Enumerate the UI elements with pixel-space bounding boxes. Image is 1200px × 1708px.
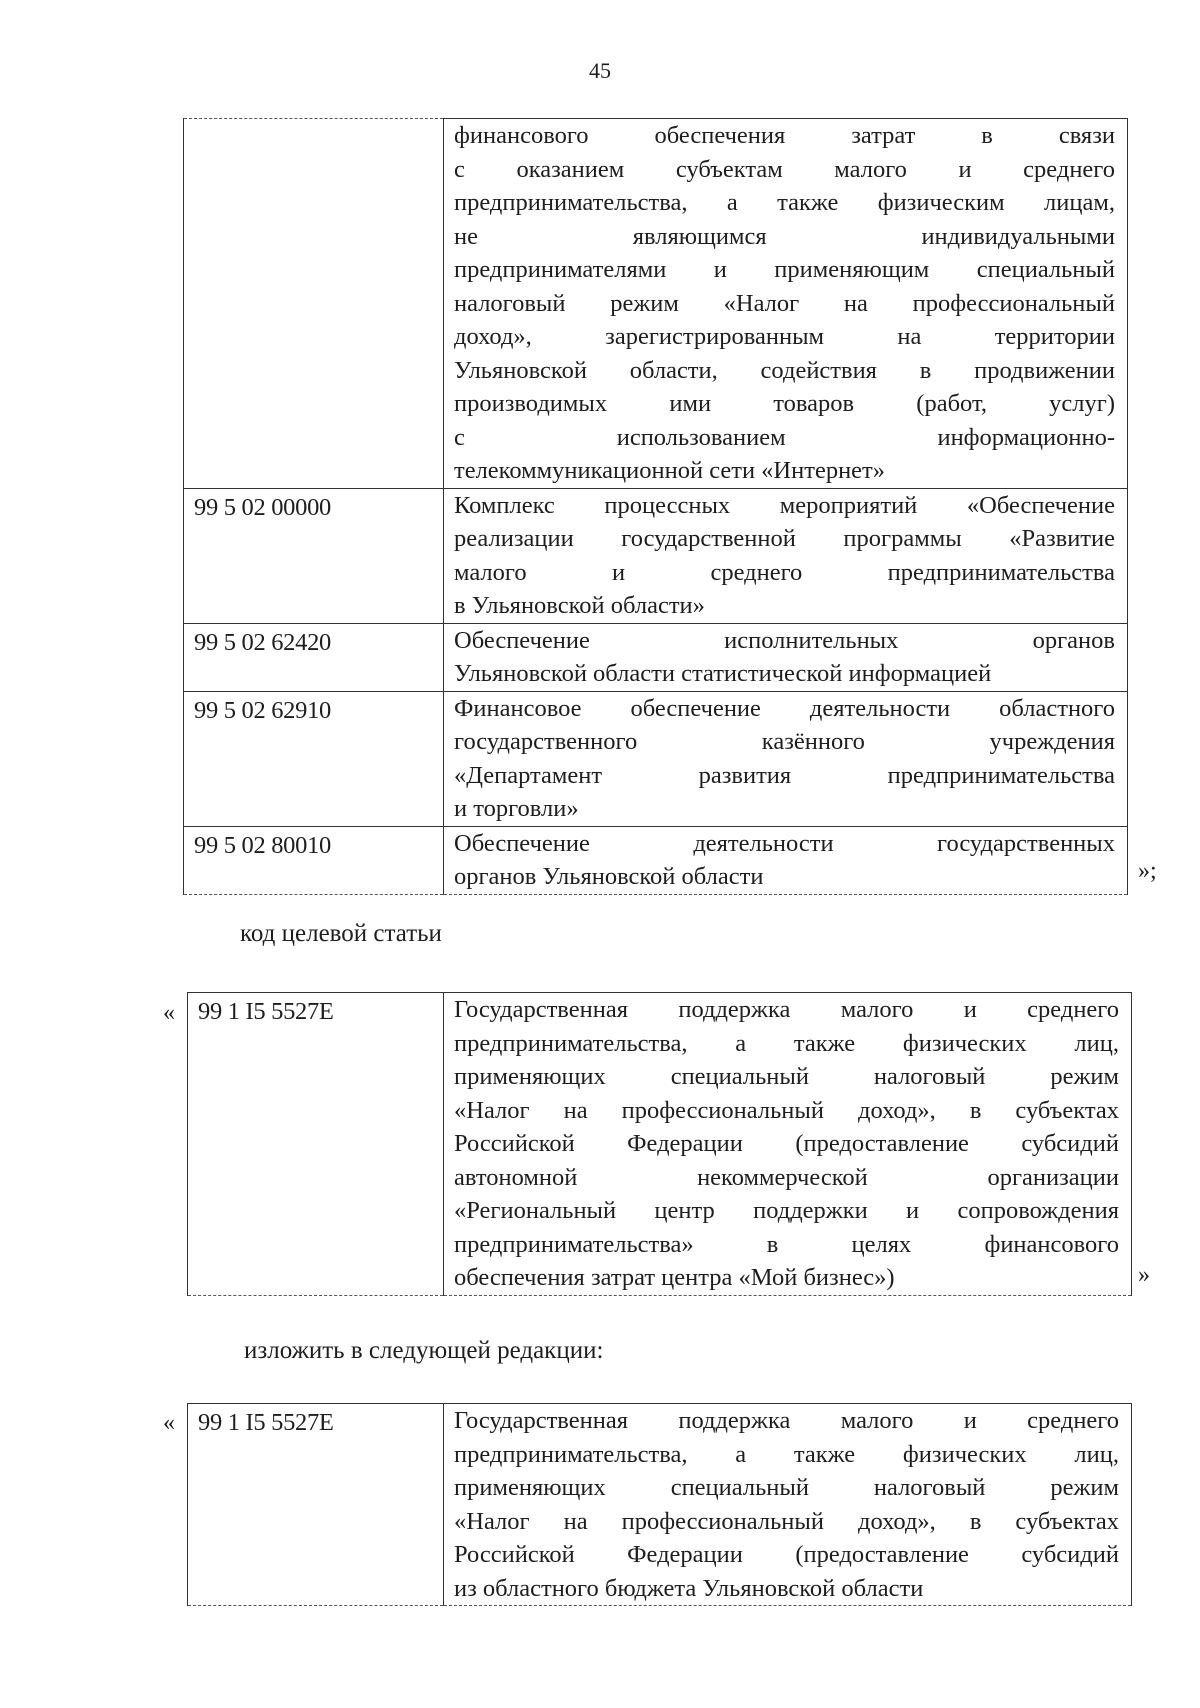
old-edition-table [187, 992, 1132, 1296]
description-cell [444, 119, 1128, 489]
target-code-cell: 99 5 02 80010 [184, 826, 444, 894]
description-line: производимых ими товаров (работ, услуг) [454, 390, 1115, 417]
opening-quote: « [163, 1410, 175, 1436]
description-line: «Налог на профессиональный доход», в субъектах [454, 1507, 1119, 1535]
table-row [184, 691, 1128, 826]
description-line: Финансовое обеспечение деятельности областного [454, 694, 1115, 722]
table-row [184, 119, 1128, 489]
description-cell [444, 1404, 1132, 1606]
description-cell [444, 488, 1128, 623]
target-code-cell: 99 5 02 00000 [184, 488, 444, 623]
description-line: Ульяновской области, содействия в продвижении [454, 356, 1115, 384]
target-code-cell: 99 1 I5 5527E [188, 993, 444, 1296]
description-line: Российской Федерации (предоставление субсидий [454, 1541, 1119, 1568]
description-line: с использованием информационно- [454, 423, 1115, 451]
description-line: реализации государственной программы «Развитие [454, 525, 1115, 552]
table-row [184, 623, 1128, 691]
description-cell [444, 826, 1128, 894]
description-line: обеспечения затрат центра «Мой бизнес») [454, 1264, 895, 1291]
description-line: предпринимательства, а также физическим лицам, [454, 189, 1115, 216]
description-line: малого и среднего предпринимательства [454, 558, 1115, 586]
description-line: Ульяновской области статистической информацией [454, 660, 992, 687]
description-line: Комплекс процессных мероприятий «Обеспечение [454, 491, 1115, 519]
description-line: «Департамент развития предпринимательства [454, 761, 1115, 789]
description-line: в Ульяновской области» [454, 592, 705, 619]
description-line: и торговли» [454, 795, 579, 822]
target-code-cell: 99 5 02 62420 [184, 623, 444, 691]
description-line: применяющих специальный налоговый режим [454, 1474, 1119, 1501]
description-line: автономной некоммерческой организации [454, 1163, 1119, 1191]
description-line: предпринимателями и применяющим специальный [454, 256, 1115, 283]
target-code-cell: 99 1 I5 5527E [188, 1404, 444, 1606]
label-new-edition: изложить в следующей редакции: [244, 1337, 604, 1364]
target-code-cell: 99 5 02 62910 [184, 691, 444, 826]
opening-quote: « [163, 1000, 175, 1026]
description-line: Государственная поддержка малого и среднего [454, 996, 1119, 1023]
description-line: не являющимся индивидуальными [454, 222, 1115, 250]
description-line: Государственная поддержка малого и среднего [454, 1407, 1119, 1434]
table-row [184, 488, 1128, 623]
target-code-cell [184, 119, 444, 489]
table-row [188, 1404, 1132, 1606]
description-line: налоговый режим «Налог на профессиональный [454, 289, 1115, 317]
description-cell [444, 623, 1128, 691]
new-edition-table [187, 1403, 1132, 1606]
description-line: Российской Федерации (предоставление субсидий [454, 1130, 1119, 1157]
description-line: доход», зарегистрированным на территории [454, 323, 1115, 350]
description-line: предпринимательства» в целях финансового [454, 1230, 1119, 1258]
description-cell [444, 691, 1128, 826]
description-cell [444, 993, 1132, 1296]
description-line: телекоммуникационной сети «Интернет» [454, 457, 886, 484]
description-line: предпринимательства, а также физических лиц, [454, 1029, 1119, 1057]
description-line: из областного бюджета Ульяновской области [454, 1574, 924, 1602]
description-line: финансового обеспечения затрат в связи [454, 122, 1115, 149]
page-number: 45 [589, 58, 611, 83]
description-line: государственного казённого учреждения [454, 728, 1115, 755]
description-line: «Региональный центр поддержки и сопровождения [454, 1197, 1119, 1224]
description-line: органов Ульяновской области [454, 863, 764, 890]
closing-quote: »; [1138, 858, 1157, 884]
classification-table [183, 118, 1128, 895]
description-line: Обеспечение деятельности государственных [454, 829, 1115, 857]
description-line: применяющих специальный налоговый режим [454, 1063, 1119, 1090]
table-row [188, 993, 1132, 1296]
description-line: «Налог на профессиональный доход», в субъектах [454, 1096, 1119, 1124]
table-row [184, 826, 1128, 894]
description-line: Обеспечение исполнительных органов [454, 626, 1115, 654]
description-line: предпринимательства, а также физических лиц, [454, 1440, 1119, 1468]
label-target-code: код целевой статьи [240, 920, 442, 947]
closing-quote: » [1138, 1262, 1150, 1288]
description-line: с оказанием субъектам малого и среднего [454, 155, 1115, 183]
